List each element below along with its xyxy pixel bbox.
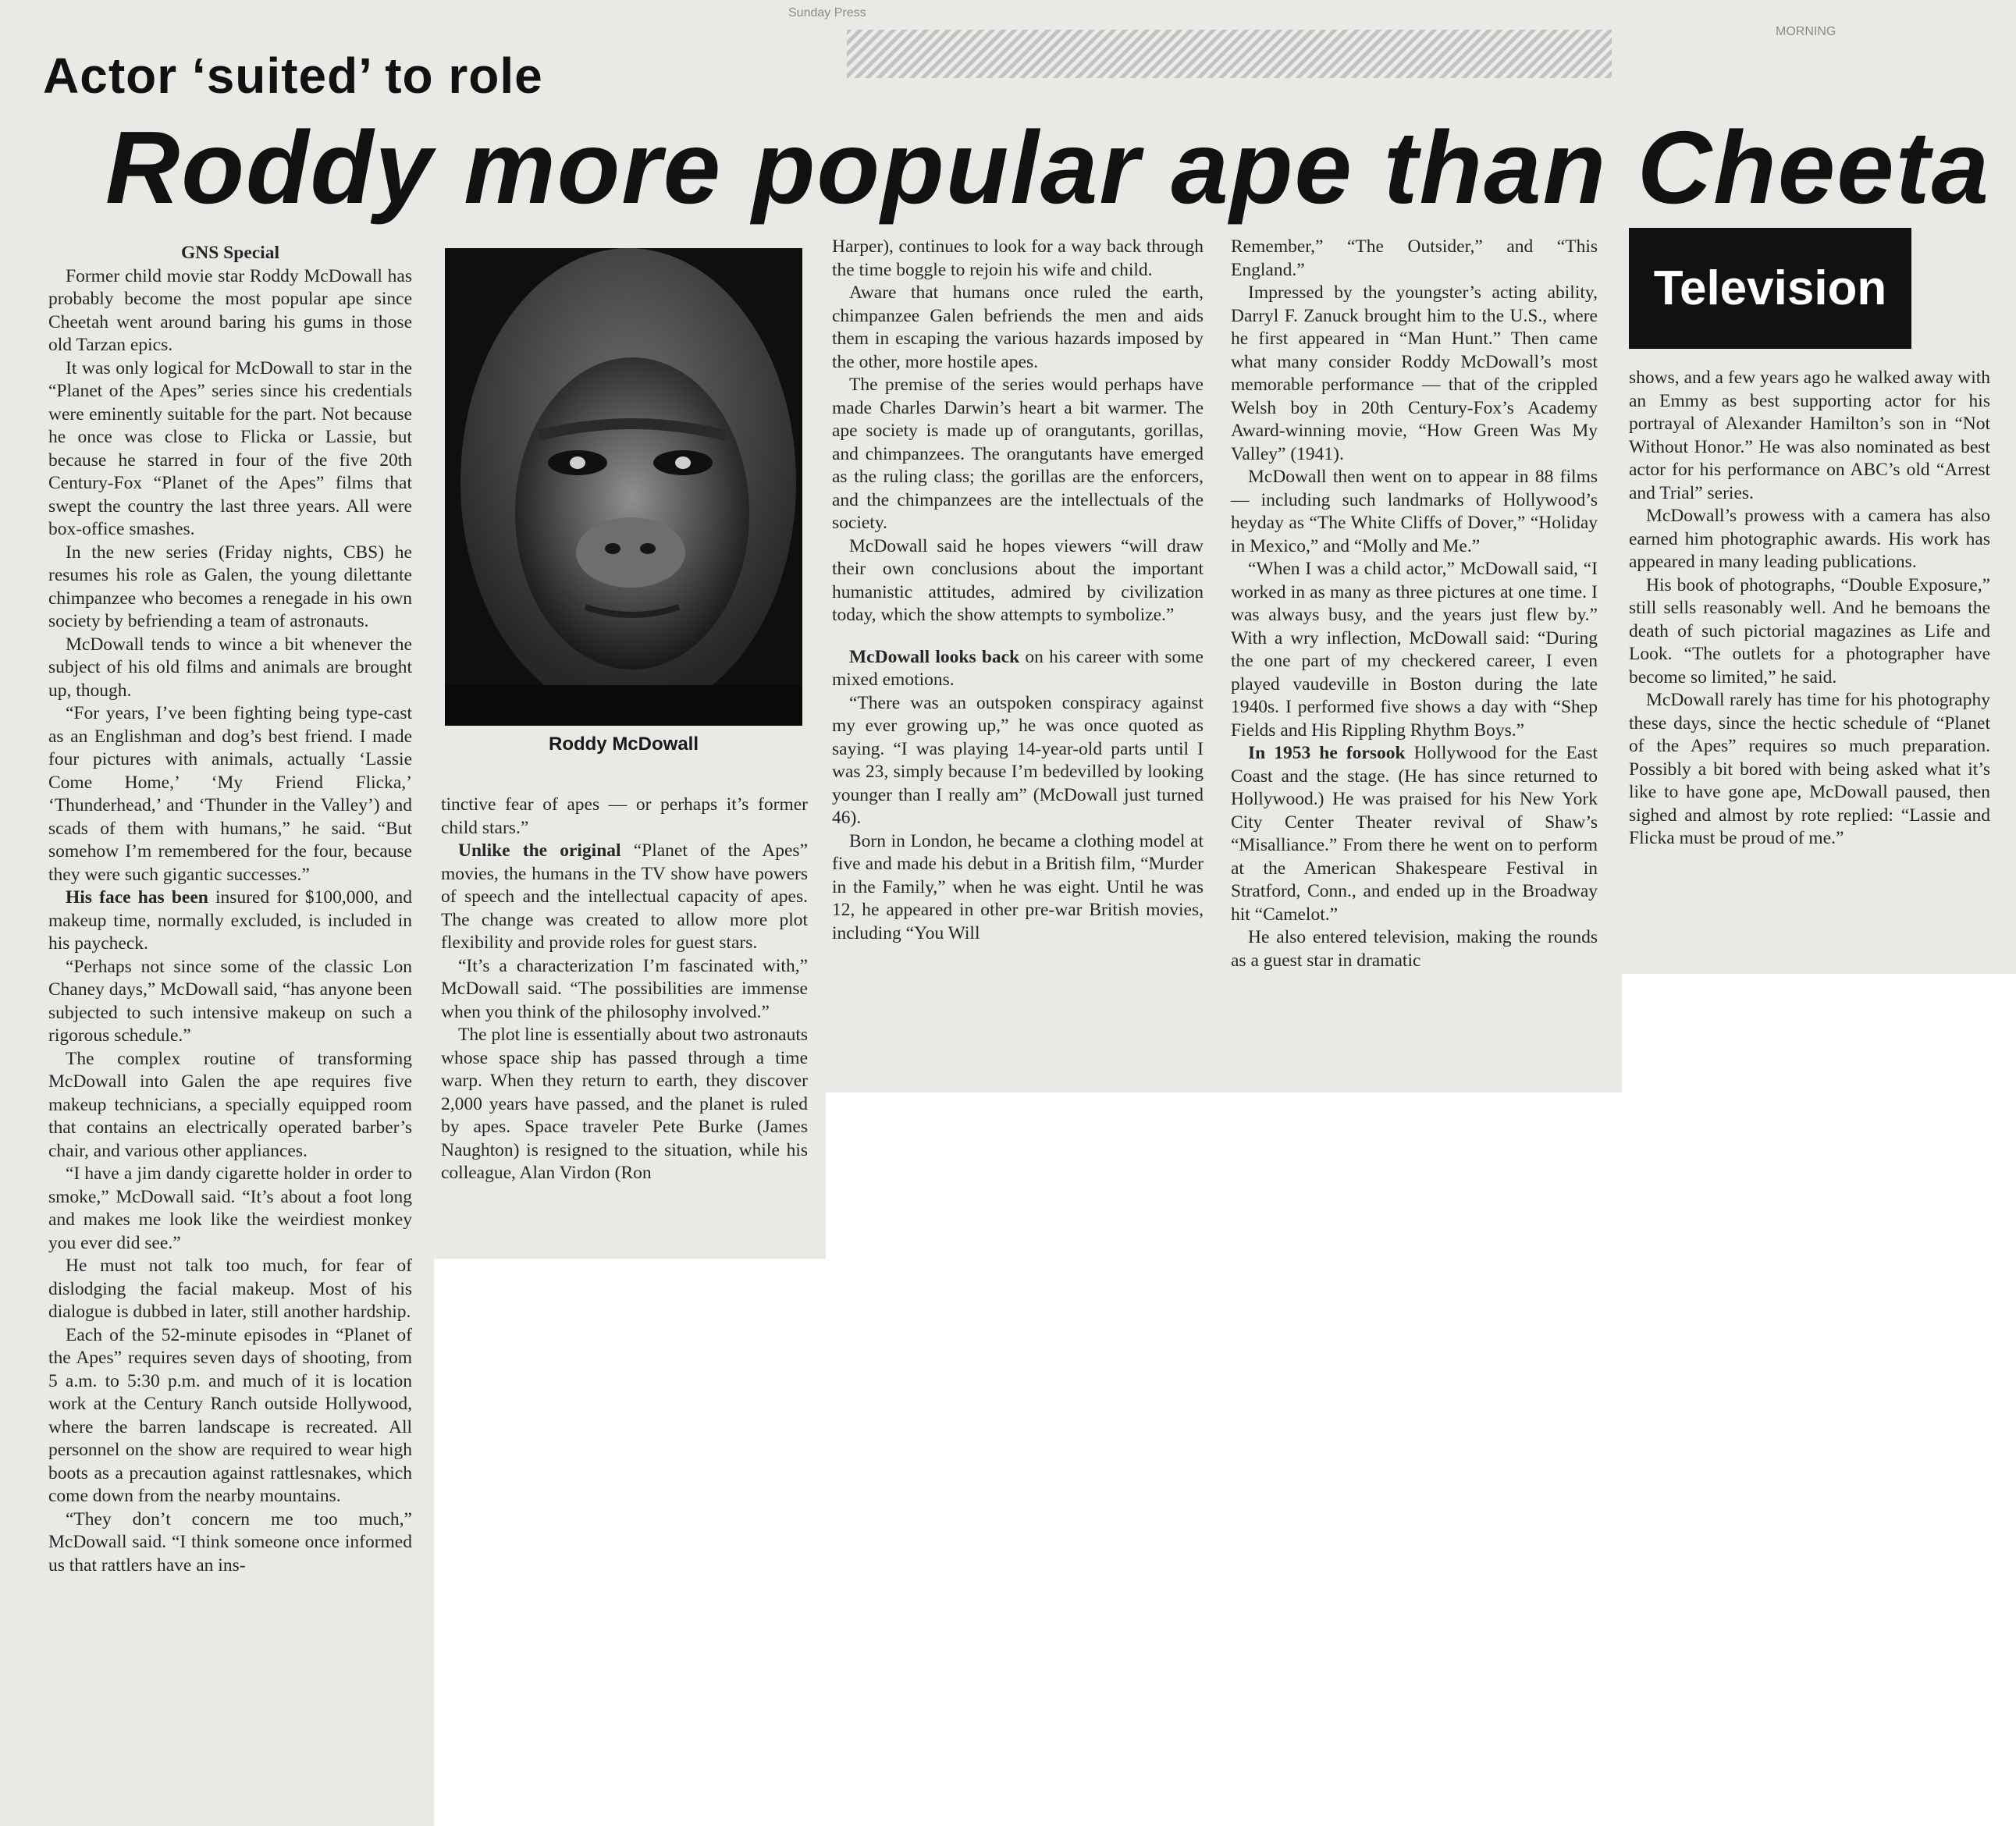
paragraph: Harper), continues to look for a way back through the time boggle to rejoin his wife and child. xyxy=(832,236,1204,280)
paragraph: The premise of the series would perhaps have made Charles Darwin’s heart a bit warmer. The ape society is made up of orangutants, gorillas, and chimpanzees. The orangutants have emerged as the ruling class; the gorillas are the enforcers, and the chimpanzees are the intellectuals of the society. xyxy=(832,375,1204,533)
paragraph: Aware that humans once ruled the earth, chimpanzee Galen befriends the men and aids them in escaping the various hazards imposed by the other, more hostile apes. xyxy=(832,282,1204,372)
masthead-fragment-right: MORNING xyxy=(1776,25,1836,38)
paragraph: McDowall then went on to appear in 88 films — including such landmarks of Hollywood’s heyday as “The White Cliffs of Dover,” “Holiday in Mexico,” and “Molly and Me.” xyxy=(1231,467,1598,556)
photo-caption: Roddy McDowall xyxy=(548,734,699,755)
paragraph-text: “Planet of the Apes” movies, the humans in the TV show have powers of speech and the intellectual capacity of apes. The change was created to allow more plot flexibility and provide roles for guest stars. xyxy=(441,840,808,953)
article-column-4 xyxy=(1231,236,1598,972)
paragraph xyxy=(832,646,1204,692)
paragraph xyxy=(1231,742,1598,926)
article-column-1 xyxy=(48,242,412,1577)
paragraph: McDowall said he hopes viewers “will draw their own conclusions about the important humanistic attitudes, admired by civilization today, which the show attempts to symbolize.” xyxy=(832,535,1204,625)
paragraph: “It’s a characterization I’m fascinated with,” McDowall said. “The possibilities are immense when you think of the philosophy involved.” xyxy=(441,955,808,1022)
paragraph xyxy=(48,886,412,956)
masthead-fragment-left: Sunday Press xyxy=(788,6,866,20)
article-column-2 xyxy=(441,794,808,1185)
run-in-heading: In 1953 he forsook xyxy=(1248,743,1406,763)
paragraph: In the new series (Friday nights, CBS) he resumes his role as Galen, the young dilettante chimpanzee who becomes a renegade in his own society by befriending a team of astronauts. xyxy=(48,542,412,631)
paragraph-text: Hollywood for the East Coast and the stage. (He has since returned to Hollywood.) He was praised for his New York City Center Theater revival of Shaw’s “Misalliance.” From there he went on to perform at the American Shakespeare Festival in Stratford, Conn., and ended up in the Broadway hit “Camelot.” xyxy=(1231,743,1598,925)
paragraph: He also entered television, making the rounds as a guest star in dramatic xyxy=(1231,927,1598,971)
paragraph: “For years, I’ve been fighting being type-cast as an Englishman and dog’s best friend. I made four pictures with animals, actually ‘Lassie Come Home,’ ‘My Friend Flicka,’ ‘Thunderhead,’ and ‘Thunder in the Valley’) and scads of them with humans,” he said. “But somehow I’m remembered for the four, because they were such gigantic successes.” xyxy=(48,703,412,885)
run-in-heading: McDowall looks back xyxy=(849,646,1020,667)
paragraph: McDowall rarely has time for his photography these days, since the hectic schedule of “Planet of the Apes” requires so much preparation. Possibly a bit bored with being asked what it’s like to have gone ape, McDowall paused, then sighed and almost by rote replied: “Lassie and Flicka must be proud of me.” xyxy=(1629,690,1990,848)
paragraph: “There was an outspoken conspiracy against my ever growing up,” he was once quoted as saying. “I was playing 14-year-old parts until I was 23, simply because I’m bedevilled by looking younger than I really am” (McDowall just turned 46). xyxy=(832,692,1204,828)
photo-roddy-mcdowall-ape-makeup xyxy=(445,248,802,726)
paragraph: Born in London, he became a clothing model at five and made his debut in a British film, “Murder in the Family,” when he was eight. Until he was 12, he appeared in other pre-war British movies, including “You Will xyxy=(832,830,1204,943)
run-in-heading: His face has been xyxy=(66,887,208,908)
paragraph xyxy=(441,840,808,955)
paragraph: It was only logical for McDowall to star in the “Planet of the Apes” series since his credentials were eminently suitable for the part. Not because he once was close to Flicka or Lassie, but because he starred in four of the five 20th Century-Fox “Planet of the Apes” films that swept the country the last three years. All were box-office smashes. xyxy=(48,357,412,539)
paragraph: shows, and a few years ago he walked away with an Emmy as best supporting actor for his portrayal of Alexander Hamilton’s son in “Not Without Honor.” He was also nominated as best actor for his performance on ABC’s old “Arrest and Trial” series. xyxy=(1629,368,1990,503)
paragraph: tinctive fear of apes — or perhaps it’s former child stars.” xyxy=(441,794,808,838)
byline: GNS Special xyxy=(180,243,279,263)
paragraph: The complex routine of transforming McDowall into Galen the ape requires five makeup technicians, a specially equipped room that contains an electrically operated barber’s chair, and various other appliances. xyxy=(48,1048,412,1161)
kicker-headline: Actor ‘suited’ to role xyxy=(43,48,543,104)
paragraph: Former child movie star Roddy McDowall has probably become the most popular ape since Cheetah went around baring his gums in those old Tarzan epics. xyxy=(48,265,412,355)
masthead-strip xyxy=(847,30,1612,78)
paragraph: Remember,” “The Outsider,” and “This England.” xyxy=(1231,236,1598,280)
article-column-3 xyxy=(832,236,1204,945)
paragraph-text: on his career with some mixed emotions. xyxy=(832,646,1204,690)
ape-portrait-illustration xyxy=(445,248,802,726)
paragraph: Each of the 52-minute episodes in “Planet of the Apes” requires seven days of shooting, from 5 a.m. to 5:30 p.m. and much of it is location work at the Century Ranch outside Hollywood, where the barren landscape is recreated. All personnel on the show are required to wear high boots as a precaution against rattlesnakes, which come down from the nearby mountains. xyxy=(48,1324,412,1506)
main-headline: Roddy more popular ape than Cheeta xyxy=(105,110,1990,225)
section-label-television: Television xyxy=(1629,228,1911,349)
paragraph: “They don’t concern me too much,” McDowall said. “I think someone once informed us that rattlers have an ins- xyxy=(48,1508,412,1576)
paragraph: The plot line is essentially about two astronauts whose space ship has passed through a time warp. When they return to earth, they discover 2,000 years have passed, and the planet is ruled by apes. Space traveler Pete Burke (James Naughton) is resigned to the situation, while his colleague, Alan Virdon (Ron xyxy=(441,1025,808,1183)
paragraph-text: insured for $100,000, and makeup time, normally excluded, is included in his paycheck. xyxy=(48,887,412,954)
article-column-5 xyxy=(1629,367,1990,851)
paragraph: “When I was a child actor,” McDowall said, “I worked in as many as three pictures at one time. I was always busy, and the years just flew by.” With a wry inflection, McDowall said: “During the one part of my checkered career, I even played vaudeville in Boston during the late 1940s. I performed five shows a day with “Shep Fields and His Rippling Rhythm Boys.” xyxy=(1231,559,1598,741)
run-in-heading: Unlike the original xyxy=(458,840,621,861)
paragraph: McDowall tends to wince a bit whenever the subject of his old films and animals are brought up, though. xyxy=(48,634,412,701)
paragraph: His book of photographs, “Double Exposure,” still sells reasonably well. And he bemoans the death of such pictorial magazines as Life and Look. “The outlets for a photographer have become so limited,” he said. xyxy=(1629,574,1990,687)
paragraph: He must not talk too much, for fear of dislodging the facial makeup. Most of his dialogue is dubbed in later, still another hardship. xyxy=(48,1256,412,1322)
paragraph: Impressed by the youngster’s acting ability, Darryl F. Zanuck brought him to the U.S., where he first appeared in “Man Hunt.” Then came what many consider Roddy McDowall’s most memorable performance — that of the crippled Welsh boy in 20th Century-Fox’s Academy Award-winning movie, “How Green Was My Valley” (1941). xyxy=(1231,282,1598,464)
paragraph: “Perhaps not since some of the classic Lon Chaney days,” McDowall said, “has anyone been subjected to such intensive makeup on such a rigorous schedule.” xyxy=(48,956,412,1046)
paragraph: “I have a jim dandy cigarette holder in order to smoke,” McDowall said. “It’s about a foot long and makes me look like the weirdiest monkey you ever did see.” xyxy=(48,1163,412,1253)
paragraph: McDowall’s prowess with a camera has also earned him photographic awards. His work has appeared in many leading publications. xyxy=(1629,506,1990,572)
